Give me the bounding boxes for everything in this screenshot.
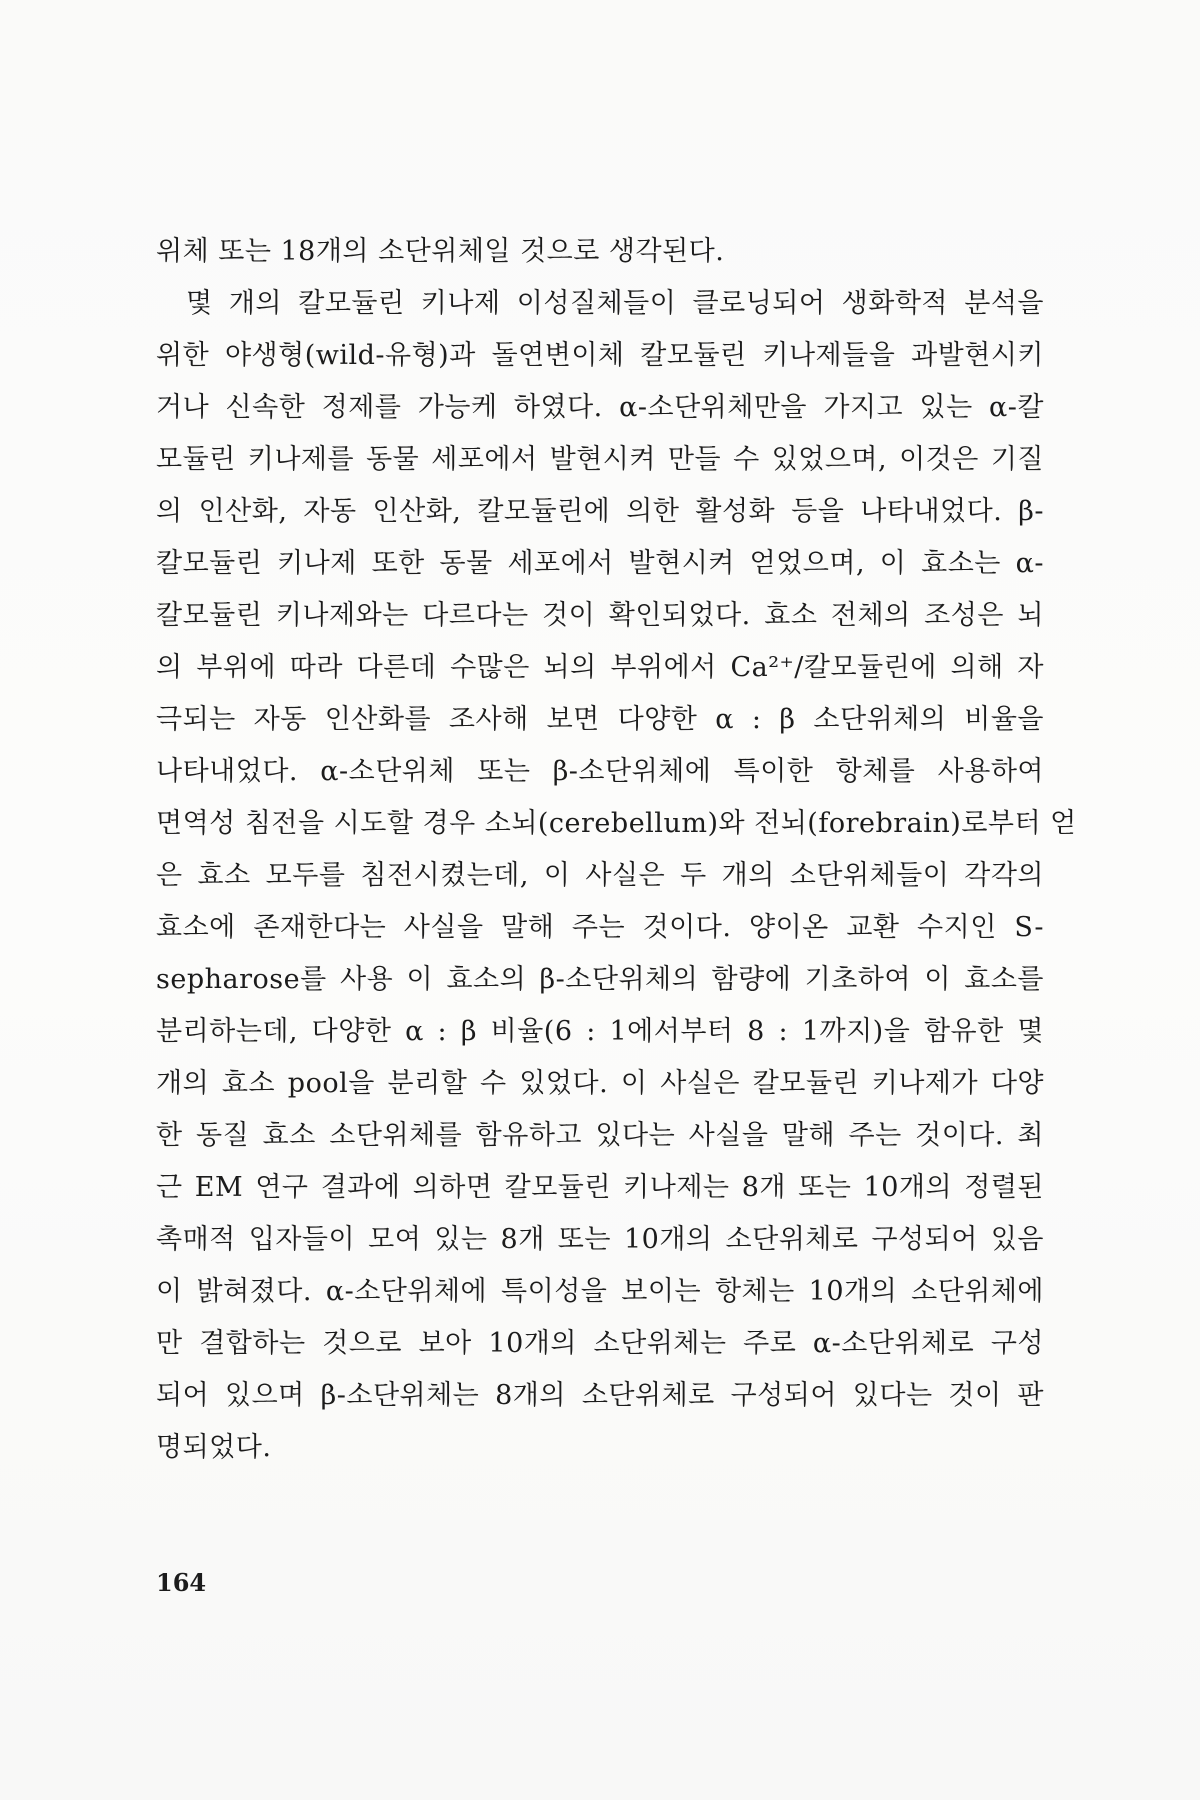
text-line: 거나 신속한 정제를 가능케 하였다. α-소단위체만을 가지고 있는 α-칼	[156, 392, 1044, 423]
text-line: 효소에 존재한다는 사실을 말해 주는 것이다. 양이온 교환 수지인 S-	[156, 912, 1044, 943]
text-line: 칼모듈린 키나제와는 다르다는 것이 확인되었다. 효소 전체의 조성은 뇌	[156, 600, 1044, 631]
text-line: 은 효소 모두를 침전시켰는데, 이 사실은 두 개의 소단위체들이 각각의	[156, 860, 1044, 891]
text-line: 근 EM 연구 결과에 의하면 칼모듈린 키나제는 8개 또는 10개의 정렬된	[156, 1172, 1044, 1203]
text-line: 만 결합하는 것으로 보아 10개의 소단위체는 주로 α-소단위체로 구성	[156, 1328, 1044, 1359]
text-line: 위체 또는 18개의 소단위체일 것으로 생각된다.	[156, 236, 725, 267]
text-line: 위한 야생형(wild-유형)과 돌연변이체 칼모듈린 키나제들을 과발현시키	[156, 340, 1044, 371]
text-line: 분리하는데, 다양한 α : β 비율(6 : 1에서부터 8 : 1까지)을 함유한 몇	[156, 1016, 1044, 1047]
text-line: 한 동질 효소 소단위체를 함유하고 있다는 사실을 말해 주는 것이다. 최	[156, 1120, 1044, 1151]
text-line: 이 밝혀졌다. α-소단위체에 특이성을 보이는 항체는 10개의 소단위체에	[156, 1276, 1044, 1307]
text-line: 개의 효소 pool을 분리할 수 있었다. 이 사실은 칼모듈린 키나제가 다양	[156, 1068, 1044, 1099]
text-line: 되어 있으며 β-소단위체는 8개의 소단위체로 구성되어 있다는 것이 판	[156, 1380, 1044, 1411]
page-number: 164	[156, 1568, 207, 1597]
text-line: sepharose를 사용 이 효소의 β-소단위체의 함량에 기초하여 이 효소를	[156, 964, 1044, 995]
body-text	[156, 226, 1077, 1474]
text-line: 명되었다.	[156, 1432, 272, 1463]
text-line: 극되는 자동 인산화를 조사해 보면 다양한 α : β 소단위체의 비율을	[156, 704, 1044, 735]
text-line: 의 부위에 따라 다른데 수많은 뇌의 부위에서 Ca²⁺/칼모듈린에 의해 자	[156, 652, 1044, 683]
text-line: 몇 개의 칼모듈린 키나제 이성질체들이 클로닝되어 생화학적 분석을	[186, 288, 1044, 319]
text-line: 모듈린 키나제를 동물 세포에서 발현시켜 만들 수 있었으며, 이것은 기질	[156, 444, 1044, 475]
text-line: 나타내었다. α-소단위체 또는 β-소단위체에 특이한 항체를 사용하여	[156, 756, 1044, 787]
text-line: 면역성 침전을 시도할 경우 소뇌(cerebellum)와 전뇌(forebrain)로부터 얻	[156, 808, 1077, 839]
text-line: 의 인산화, 자동 인산화, 칼모듈린에 의한 활성화 등을 나타내었다. β-	[156, 496, 1044, 527]
text-line: 칼모듈린 키나제 또한 동물 세포에서 발현시켜 얻었으며, 이 효소는 α-	[156, 548, 1044, 579]
text-line: 촉매적 입자들이 모여 있는 8개 또는 10개의 소단위체로 구성되어 있음	[156, 1224, 1044, 1255]
